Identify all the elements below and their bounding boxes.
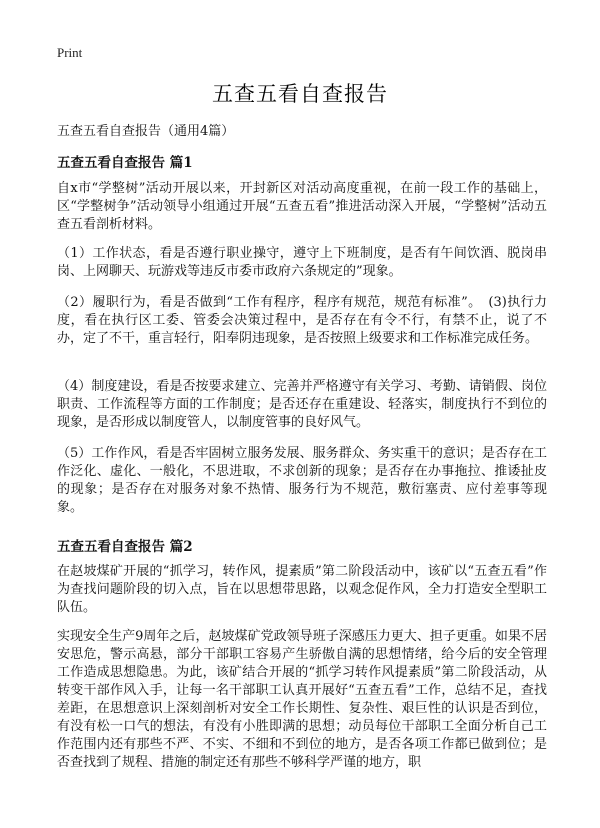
paragraph: 在赵坡煤矿开展的“抓学习，转作风，提素质”第二阶段活动中，该矿以“五查五看”作为查找问题阶段的切入点，旨在以思想带思路，以观念促作风，全力打造安全型职工队伍。 (57, 564, 547, 615)
paragraph: （1）工作状态，看是否遵行职业操守，遵守上下班制度，是否有午间饮酒、脱岗串岗、上网聊天、玩游戏等违反市委市政府六条规定的”现象。 (57, 246, 547, 279)
paragraph: （5）工作作风，看是否牢固树立服务发展、服务群众、务实重干的意识；是否存在工作泛化、虚化、一般化，不思进取，不求创新的现象；是否存在办事拖拉、推诿扯皮的现象；是否存在对服务对象不热情、服务行为不规范，敷衍塞责、应付差事等现象。 (57, 446, 547, 515)
print-link[interactable]: Print (57, 45, 83, 60)
paragraph: 自x市“学整树”活动开展以来，开封新区对活动高度重视，在前一段工作的基础上，区“学整树争”活动领导小组通过开展“五查五看”推进活动深入开展，“学整树”活动五查五看剖析材料。 (57, 181, 547, 232)
paragraph: 实现安全生产9周年之后，赵坡煤矿党政领导班子深感压力更大、担子更重。如果不居安思危，警示高悬，部分干部职工容易产生骄傲自满的思想情绪，给今后的安全管理工作造成思想隐患。为此，该矿结合开展的“抓学习转作风提素质”第二阶段活动，从转变干部作风入手，让每一名干部职工认真开展好“五查五看”工作，总结不足，查找差距，在思想意识上深刻剖析对安全工作长期性、复杂性、艰巨性的认识是否到位，有没有松一口气的想法，有没有小胜即满的思想；动员每位干部职工全面分析自己工作范围内还有那些不严、不实、不细和不到位的地方，是否各项工作都已做到位；是否查找到了规程、措施的制定还有那些不够科学严谨的地方，职 (57, 629, 547, 770)
document-subtitle: 五查五看自查报告（通用4篇） (57, 124, 235, 139)
document-title: 五查五看自查报告 (212, 82, 388, 106)
section-heading: 五查五看自查报告 篇1 (57, 155, 193, 171)
paragraph: （4）制度建设，看是否按要求建立、完善并严格遵守有关学习、考勤、请销假、岗位职责、工作流程等方面的工作制度；是否还存在重建设、轻落实，制度执行不到位的现象，是否形成以制度管人，以制度管事的良好风气。 (57, 379, 547, 430)
section-heading: 五查五看自查报告 篇2 (57, 539, 193, 555)
paragraph: （2）履职行为，看是否做到“工作有程序，程序有规范，规范有标准”。 (3)执行力度，看在执行区工委、管委会决策过程中，是否存在有令不行，有禁不止，说了不办，定了不干，重言轻行，阳奉阴违现象，是否按照上级要求和工作标准完成任务。 (57, 295, 547, 346)
